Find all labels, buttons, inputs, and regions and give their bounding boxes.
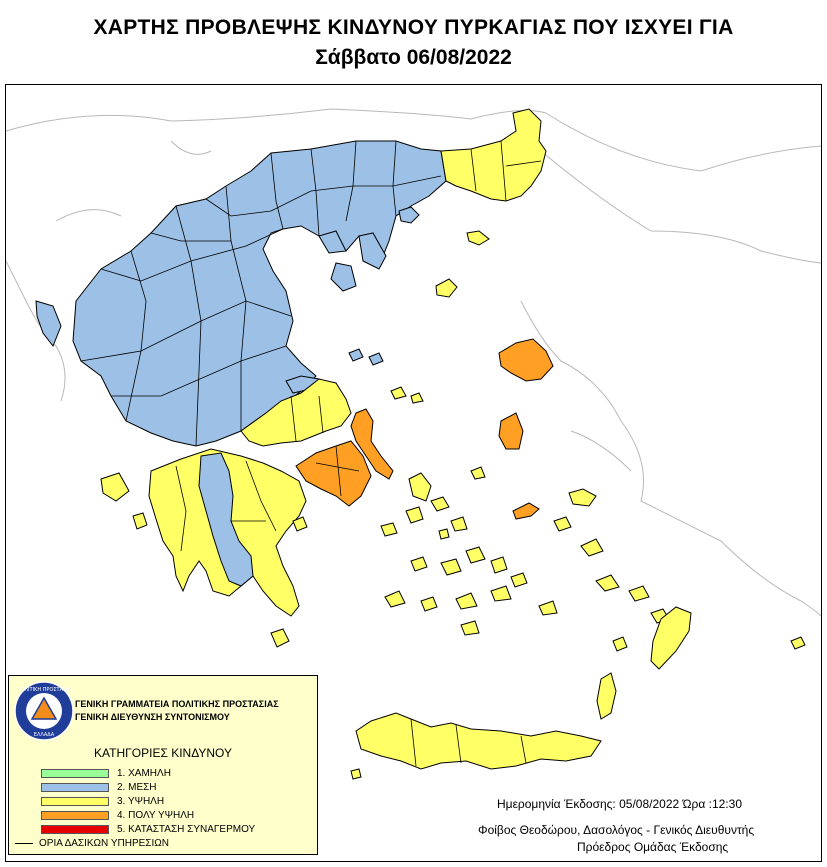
boundary-label: ΟΡΙΑ ΔΑΣΙΚΩΝ ΥΠΗΡΕΣΙΩΝ xyxy=(39,838,169,849)
legend-category-5 xyxy=(41,824,255,834)
author-line1: Φοίβος Θεοδώρου, Δασολόγος - Γενικός Διευθυντής xyxy=(478,823,755,837)
legend-label: 4. ΠΟΛΥ ΥΨΗΛΗ xyxy=(117,809,195,821)
legend-category-2 xyxy=(41,782,157,792)
region-high-islets xyxy=(391,387,485,539)
region-high-thrace xyxy=(436,109,546,297)
legend-box xyxy=(8,675,318,855)
civil-protection-emblem-icon xyxy=(14,681,74,741)
legend-category-3 xyxy=(41,796,164,806)
issue-date: Ημερομηνία Έκδοσης: 05/08/2022 Ώρα :12:30 xyxy=(497,797,742,811)
legend-swatch xyxy=(41,825,109,834)
emblem-text-top: ΠΟΛΙΤΙΚΗ ΠΡΟΣΤΑΣΙΑ xyxy=(16,687,72,693)
legend-boundary xyxy=(15,838,169,849)
agency-name xyxy=(75,698,279,724)
legend-label: 3. ΥΨΗΛΗ xyxy=(117,795,165,807)
author-line2: Πρόεδρος Ομάδας Έκδοσης xyxy=(577,840,729,854)
legend-label: 1. ΧΑΜΗΛΗ xyxy=(117,767,171,779)
legend-category-1 xyxy=(41,768,171,778)
legend-swatch xyxy=(41,783,109,792)
boundary-line-swatch xyxy=(15,843,33,844)
title-block xyxy=(0,0,827,84)
legend-label: 5. ΚΑΤΑΣΤΑΣΗ ΣΥΝΑΓΕΡΜΟΥ xyxy=(117,823,256,835)
legend-swatch xyxy=(41,811,109,820)
region-medium-north xyxy=(36,141,446,446)
agency-line1: ΓΕΝΙΚΗ ΓΡΑΜΜΑΤΕΙΑ ΠΟΛΙΤΙΚΗΣ ΠΡΟΣΤΑΣΙΑΣ xyxy=(75,699,279,709)
emblem-text-bottom: ΕΛΛΑΔΑ xyxy=(33,732,55,738)
legend-swatch xyxy=(41,769,109,778)
region-high-islands xyxy=(351,473,805,779)
forecast-date: Σάββατο 06/08/2022 xyxy=(315,46,512,69)
legend-label: 2. ΜΕΣΗ xyxy=(117,781,157,793)
map-title: ΧΑΡΤΗΣ ΠΡΟΒΛΕΨΗΣ ΚΙΝΔΥΝΟΥ ΠΥΡΚΑΓΙΑΣ ΠΟΥ ΙΣΧΥΕΙ ΓΙΑ xyxy=(93,16,734,39)
legend-category-4 xyxy=(41,810,194,820)
agency-line2: ΓΕΝΙΚΗ ΔΙΕΥΘΥΝΣΗ ΣΥΝΤΟΝΙΣΜΟΥ xyxy=(75,712,230,722)
legend-swatch xyxy=(41,797,109,806)
legend-title: ΚΑΤΗΓΟΡΙΕΣ ΚΙΝΔΥΝΟΥ xyxy=(94,746,232,760)
